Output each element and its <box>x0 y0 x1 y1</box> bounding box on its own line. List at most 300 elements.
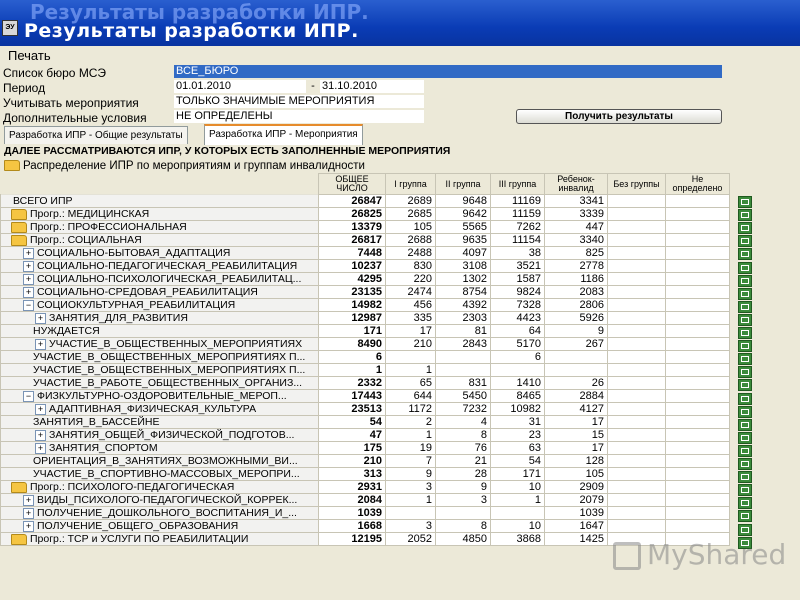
value-cell: 3 <box>386 481 436 494</box>
total-cell: 1668 <box>319 520 386 533</box>
table-row[interactable] <box>1 351 730 364</box>
tab-general-results[interactable]: Разработка ИПР - Общие результаты <box>4 126 188 144</box>
report-icon[interactable] <box>738 524 752 536</box>
value-cell: 4423 <box>491 312 545 325</box>
value-cell: 19 <box>386 442 436 455</box>
total-cell: 6 <box>319 351 386 364</box>
total-cell: 1 <box>319 364 386 377</box>
value-cell: 2052 <box>386 533 436 546</box>
value-cell: 10982 <box>491 403 545 416</box>
table-row[interactable] <box>1 325 730 338</box>
value-cell: 4 <box>436 416 491 429</box>
report-icon[interactable] <box>738 445 752 457</box>
row-name-cell[interactable] <box>1 533 319 546</box>
table-row[interactable] <box>1 520 730 533</box>
value-cell: 2884 <box>545 390 608 403</box>
value-cell: 4392 <box>436 299 491 312</box>
report-icon[interactable] <box>738 419 752 431</box>
row-label: ПОЛУЧЕНИЕ_ДОШКОЛЬНОГО_ВОСПИТАНИЯ_И_... <box>37 507 297 519</box>
measures-label: Учитывать мероприятия <box>3 96 139 110</box>
table-row[interactable] <box>1 481 730 494</box>
row-name-cell[interactable] <box>1 338 319 351</box>
value-cell: 5450 <box>436 390 491 403</box>
filter-note: ДАЛЕЕ РАССМАТРИВАЮТСЯ ИПР, У КОТОРЫХ ЕСТЬ ЗАПОЛНЕННЫЕ МЕРОПРИЯТИЯ <box>4 145 451 157</box>
collapse-icon[interactable]: − <box>23 300 34 311</box>
value-cell: 2685 <box>386 208 436 221</box>
value-cell <box>436 364 491 377</box>
value-cell: 2474 <box>386 286 436 299</box>
value-cell: 447 <box>545 221 608 234</box>
expand-icon[interactable]: + <box>23 248 34 259</box>
value-cell <box>666 338 730 351</box>
total-cell: 12987 <box>319 312 386 325</box>
value-cell: 171 <box>491 468 545 481</box>
total-cell: 47 <box>319 429 386 442</box>
value-cell <box>608 273 666 286</box>
expand-icon[interactable]: + <box>23 287 34 298</box>
folder-icon[interactable] <box>11 534 27 545</box>
value-cell <box>608 286 666 299</box>
total-cell: 4295 <box>319 273 386 286</box>
report-icon[interactable] <box>738 248 752 260</box>
row-name-cell[interactable] <box>1 416 319 429</box>
report-icon[interactable] <box>738 196 752 208</box>
value-cell <box>666 416 730 429</box>
table-row[interactable] <box>1 507 730 520</box>
expand-icon[interactable]: + <box>35 339 46 350</box>
report-icon[interactable] <box>738 301 752 313</box>
row-label: СОЦИАЛЬНО-ПЕДАГОГИЧЕСКАЯ_РЕАБИЛИТАЦИЯ <box>37 260 298 272</box>
value-cell <box>608 481 666 494</box>
value-cell: 9648 <box>436 195 491 208</box>
folder-icon[interactable] <box>11 209 27 220</box>
report-icon[interactable] <box>738 484 752 496</box>
value-cell: 1172 <box>386 403 436 416</box>
row-name-cell[interactable] <box>1 234 319 247</box>
total-cell: 1039 <box>319 507 386 520</box>
row-label: АДАПТИВНАЯ_ФИЗИЧЕСКАЯ_КУЛЬТУРА <box>49 403 257 415</box>
row-label: СОЦИАЛЬНО-СРЕДОВАЯ_РЕАБИЛИТАЦИЯ <box>37 286 258 298</box>
value-cell <box>608 351 666 364</box>
header-row <box>1 174 730 195</box>
value-cell <box>666 429 730 442</box>
value-cell <box>608 247 666 260</box>
param-row-period <box>0 80 800 95</box>
table-row[interactable] <box>1 247 730 260</box>
expand-icon[interactable]: + <box>23 274 34 285</box>
header-total[interactable]: ОБЩЕЕ ЧИСЛО <box>319 174 386 195</box>
value-cell <box>545 364 608 377</box>
report-icon[interactable] <box>738 497 752 509</box>
value-cell: 105 <box>545 468 608 481</box>
value-cell <box>386 507 436 520</box>
row-name-cell[interactable] <box>1 442 319 455</box>
value-cell <box>666 312 730 325</box>
row-label: СОЦИАЛЬНО-ПСИХОЛОГИЧЕСКАЯ_РЕАБИЛИТАЦ... <box>37 273 302 285</box>
value-cell: 220 <box>386 273 436 286</box>
value-cell <box>666 273 730 286</box>
total-cell: 26817 <box>319 234 386 247</box>
bureau-label: Список бюро МСЭ <box>3 66 106 80</box>
param-row-measures <box>0 95 800 110</box>
value-cell <box>666 351 730 364</box>
value-cell: 1302 <box>436 273 491 286</box>
value-cell <box>608 208 666 221</box>
measures-select[interactable]: ТОЛЬКО ЗНАЧИМЫЕ МЕРОПРИЯТИЯ <box>174 95 424 108</box>
row-name-cell[interactable] <box>1 208 319 221</box>
value-cell: 10 <box>491 481 545 494</box>
value-cell: 9 <box>436 481 491 494</box>
value-cell <box>666 481 730 494</box>
row-name-cell[interactable] <box>1 429 319 442</box>
value-cell: 1 <box>386 494 436 507</box>
value-cell: 31 <box>491 416 545 429</box>
table-row[interactable] <box>1 416 730 429</box>
value-cell <box>666 520 730 533</box>
value-cell: 8 <box>436 520 491 533</box>
value-cell: 644 <box>386 390 436 403</box>
value-cell <box>666 286 730 299</box>
period-label: Период <box>3 81 46 95</box>
value-cell: 26 <box>545 377 608 390</box>
value-cell <box>545 351 608 364</box>
report-icon[interactable] <box>738 209 752 221</box>
value-cell <box>608 390 666 403</box>
report-icon[interactable] <box>738 327 752 339</box>
row-name-cell[interactable] <box>1 195 319 208</box>
value-cell <box>608 416 666 429</box>
row-name-cell[interactable] <box>1 390 319 403</box>
table-row[interactable] <box>1 273 730 286</box>
value-cell: 3 <box>386 520 436 533</box>
header-name <box>1 174 319 195</box>
value-cell: 21 <box>436 455 491 468</box>
value-cell: 1186 <box>545 273 608 286</box>
value-cell: 11159 <box>491 208 545 221</box>
value-cell <box>666 299 730 312</box>
value-cell: 17 <box>386 325 436 338</box>
row-label: Прогр.: ТСР и УСЛУГИ ПО РЕАБИЛИТАЦИИ <box>30 533 249 545</box>
value-cell <box>436 351 491 364</box>
value-cell: 76 <box>436 442 491 455</box>
collapse-icon[interactable]: − <box>23 391 34 402</box>
value-cell <box>386 351 436 364</box>
row-name-cell[interactable] <box>1 299 319 312</box>
report-icon[interactable] <box>738 406 752 418</box>
row-name-cell[interactable] <box>1 312 319 325</box>
value-cell: 6 <box>491 351 545 364</box>
row-label: Прогр.: МЕДИЦИНСКАЯ <box>30 208 150 220</box>
menu-print[interactable]: Печать <box>8 48 51 63</box>
value-cell <box>608 364 666 377</box>
extra-select[interactable]: НЕ ОПРЕДЕЛЕНЫ <box>174 110 424 123</box>
value-cell: 17 <box>545 442 608 455</box>
value-cell: 3868 <box>491 533 545 546</box>
table-row[interactable] <box>1 299 730 312</box>
header-child[interactable]: Ребенок-инвалид <box>545 174 608 195</box>
value-cell <box>666 468 730 481</box>
total-cell: 175 <box>319 442 386 455</box>
value-cell: 3339 <box>545 208 608 221</box>
value-cell: 105 <box>386 221 436 234</box>
value-cell <box>666 455 730 468</box>
value-cell <box>666 260 730 273</box>
header-no-group[interactable]: Без группы <box>608 174 666 195</box>
report-icon[interactable] <box>738 366 752 378</box>
value-cell: 8754 <box>436 286 491 299</box>
watermark <box>613 538 786 571</box>
row-name-cell[interactable] <box>1 507 319 520</box>
table-row[interactable] <box>1 221 730 234</box>
row-label: УЧАСТИЕ_В_РАБОТЕ_ОБЩЕСТВЕННЫХ_ОРГАНИЗ... <box>33 377 303 389</box>
value-cell: 9 <box>545 325 608 338</box>
total-cell: 54 <box>319 416 386 429</box>
value-cell <box>608 377 666 390</box>
total-cell: 26847 <box>319 195 386 208</box>
value-cell: 2488 <box>386 247 436 260</box>
report-icon[interactable] <box>738 353 752 365</box>
value-cell <box>608 221 666 234</box>
row-label: ЗАНЯТИЯ_ОБЩЕЙ_ФИЗИЧЕСКОЙ_ПОДГОТОВ... <box>49 429 295 441</box>
row-name-cell[interactable] <box>1 377 319 390</box>
row-label: СОЦИАЛЬНО-БЫТОВАЯ_АДАПТАЦИЯ <box>37 247 231 259</box>
value-cell: 7232 <box>436 403 491 416</box>
report-icon[interactable] <box>738 510 752 522</box>
report-icon[interactable] <box>738 379 752 391</box>
expand-icon[interactable]: + <box>35 443 46 454</box>
table-row[interactable] <box>1 364 730 377</box>
value-cell: 2303 <box>436 312 491 325</box>
report-icon[interactable] <box>738 222 752 234</box>
table-row[interactable] <box>1 195 730 208</box>
total-cell: 13379 <box>319 221 386 234</box>
table-row[interactable] <box>1 390 730 403</box>
value-cell: 2 <box>386 416 436 429</box>
distribution-header[interactable] <box>4 160 365 172</box>
value-cell: 335 <box>386 312 436 325</box>
value-cell: 1425 <box>545 533 608 546</box>
table-row[interactable] <box>1 234 730 247</box>
expand-icon[interactable]: + <box>23 521 34 532</box>
value-cell: 11154 <box>491 234 545 247</box>
row-name-cell[interactable] <box>1 247 319 260</box>
report-icon[interactable] <box>738 235 752 247</box>
value-cell: 81 <box>436 325 491 338</box>
row-name-cell[interactable] <box>1 351 319 364</box>
table-row[interactable] <box>1 338 730 351</box>
value-cell <box>666 403 730 416</box>
row-name-cell[interactable] <box>1 273 319 286</box>
value-cell: 9 <box>386 468 436 481</box>
value-cell <box>608 325 666 338</box>
value-cell <box>666 195 730 208</box>
value-cell <box>608 429 666 442</box>
watermark-logo-icon <box>613 542 641 570</box>
report-icon[interactable] <box>738 432 752 444</box>
value-cell: 2079 <box>545 494 608 507</box>
row-label: Прогр.: ПРОФЕССИОНАЛЬНАЯ <box>30 221 187 233</box>
value-cell: 5565 <box>436 221 491 234</box>
value-cell <box>666 325 730 338</box>
value-cell: 17 <box>545 416 608 429</box>
value-cell: 65 <box>386 377 436 390</box>
app-icon[interactable]: ЭУ <box>2 20 18 36</box>
value-cell: 2083 <box>545 286 608 299</box>
value-cell <box>608 507 666 520</box>
total-cell: 7448 <box>319 247 386 260</box>
row-name-cell[interactable] <box>1 286 319 299</box>
bureau-select[interactable]: ВСЕ_БЮРО <box>174 65 722 78</box>
row-label: УЧАСТИЕ_В_ОБЩЕСТВЕННЫХ_МЕРОПРИЯТИЯХ П... <box>33 351 306 363</box>
value-cell: 825 <box>545 247 608 260</box>
value-cell <box>608 442 666 455</box>
table-row[interactable] <box>1 286 730 299</box>
header-group1[interactable]: I группа <box>386 174 436 195</box>
value-cell <box>666 507 730 520</box>
ghost-title: Результаты разработки ИПР. <box>30 0 369 24</box>
value-cell: 23 <box>491 429 545 442</box>
value-cell <box>491 364 545 377</box>
value-cell: 7328 <box>491 299 545 312</box>
table-row[interactable] <box>1 403 730 416</box>
expand-icon[interactable]: + <box>23 495 34 506</box>
value-cell: 28 <box>436 468 491 481</box>
value-cell: 54 <box>491 455 545 468</box>
total-cell: 26825 <box>319 208 386 221</box>
row-label: ОРИЕНТАЦИЯ_В_ЗАНЯТИЯХ_ВОЗМОЖНЫМИ_ВИ... <box>33 455 298 467</box>
expand-icon[interactable]: + <box>35 404 46 415</box>
value-cell <box>608 403 666 416</box>
value-cell <box>666 247 730 260</box>
value-cell: 1410 <box>491 377 545 390</box>
results-table <box>0 173 730 546</box>
watermark-text: MyShared <box>647 538 787 571</box>
total-cell: 210 <box>319 455 386 468</box>
folder-icon[interactable] <box>11 222 27 233</box>
row-name-cell[interactable] <box>1 520 319 533</box>
row-name-cell[interactable] <box>1 221 319 234</box>
value-cell: 8465 <box>491 390 545 403</box>
value-cell: 9824 <box>491 286 545 299</box>
value-cell <box>666 442 730 455</box>
value-cell: 1647 <box>545 520 608 533</box>
expand-icon[interactable]: + <box>35 430 46 441</box>
row-name-cell[interactable] <box>1 468 319 481</box>
folder-open-icon <box>4 160 20 171</box>
report-icon[interactable] <box>738 262 752 274</box>
total-cell: 2332 <box>319 377 386 390</box>
period-dash: - <box>306 80 320 93</box>
total-cell: 10237 <box>319 260 386 273</box>
report-icon[interactable] <box>738 288 752 300</box>
period-from-input[interactable]: 01.01.2010 <box>174 80 306 93</box>
total-cell: 23135 <box>319 286 386 299</box>
value-cell: 10 <box>491 520 545 533</box>
report-icon[interactable] <box>738 471 752 483</box>
table-row[interactable] <box>1 208 730 221</box>
row-label: СОЦИОКУЛЬТУРНАЯ_РЕАБИЛИТАЦИЯ <box>37 299 236 311</box>
row-label: ЗАНЯТИЯ_СПОРТОМ <box>49 442 158 454</box>
folder-icon[interactable] <box>11 482 27 493</box>
value-cell: 1 <box>386 429 436 442</box>
row-name-cell[interactable] <box>1 325 319 338</box>
expand-icon[interactable]: + <box>35 313 46 324</box>
value-cell <box>666 221 730 234</box>
row-label: Прогр.: СОЦИАЛЬНАЯ <box>30 234 142 246</box>
tab-measures[interactable]: Разработка ИПР - Мероприятия <box>204 124 363 145</box>
value-cell: 9642 <box>436 208 491 221</box>
row-name-cell[interactable] <box>1 260 319 273</box>
row-name-cell[interactable] <box>1 403 319 416</box>
value-cell <box>608 338 666 351</box>
report-icon[interactable] <box>738 275 752 287</box>
header-group2[interactable]: II группа <box>436 174 491 195</box>
value-cell: 1 <box>386 364 436 377</box>
table-row[interactable] <box>1 468 730 481</box>
report-icon[interactable] <box>738 314 752 326</box>
value-cell: 1 <box>491 494 545 507</box>
table-row[interactable] <box>1 494 730 507</box>
header-undefined[interactable]: Не определено <box>666 174 730 195</box>
report-icon[interactable] <box>738 340 752 352</box>
value-cell <box>491 507 545 520</box>
value-cell: 2806 <box>545 299 608 312</box>
table-row[interactable] <box>1 312 730 325</box>
row-label: ПОЛУЧЕНИЕ_ОБЩЕГО_ОБРАЗОВАНИЯ <box>37 520 239 532</box>
value-cell <box>608 195 666 208</box>
value-cell: 3341 <box>545 195 608 208</box>
value-cell: 2689 <box>386 195 436 208</box>
table-row[interactable] <box>1 455 730 468</box>
value-cell <box>608 299 666 312</box>
row-name-cell[interactable] <box>1 494 319 507</box>
row-label: Прогр.: ПСИХОЛОГО-ПЕДАГОГИЧЕСКАЯ <box>30 481 235 493</box>
value-cell <box>608 468 666 481</box>
report-icon[interactable] <box>738 393 752 405</box>
row-name-cell[interactable] <box>1 455 319 468</box>
value-cell: 456 <box>386 299 436 312</box>
window-title: Результаты разработки ИПР. <box>24 20 359 42</box>
row-label: ЗАНЯТИЯ_ДЛЯ_РАЗВИТИЯ <box>49 312 188 324</box>
table-row[interactable] <box>1 260 730 273</box>
table-row[interactable] <box>1 377 730 390</box>
value-cell: 7 <box>386 455 436 468</box>
value-cell: 831 <box>436 377 491 390</box>
row-name-cell[interactable] <box>1 364 319 377</box>
table-row[interactable] <box>1 442 730 455</box>
header-group3[interactable]: III группа <box>491 174 545 195</box>
period-to-input[interactable]: 31.10.2010 <box>320 80 424 93</box>
value-cell: 1587 <box>491 273 545 286</box>
total-cell: 12195 <box>319 533 386 546</box>
table-row[interactable] <box>1 429 730 442</box>
report-icon[interactable] <box>738 458 752 470</box>
value-cell <box>666 377 730 390</box>
value-cell: 3521 <box>491 260 545 273</box>
value-cell <box>436 507 491 520</box>
expand-icon[interactable]: + <box>23 508 34 519</box>
value-cell: 1039 <box>545 507 608 520</box>
folder-icon[interactable] <box>11 235 27 246</box>
value-cell: 5170 <box>491 338 545 351</box>
row-label: ФИЗКУЛЬТУРНО-ОЗДОРОВИТЕЛЬНЫЕ_МЕРОП... <box>37 390 287 402</box>
value-cell <box>666 494 730 507</box>
get-results-button[interactable]: Получить результаты <box>516 109 722 124</box>
expand-icon[interactable]: + <box>23 261 34 272</box>
row-name-cell[interactable] <box>1 481 319 494</box>
value-cell <box>666 234 730 247</box>
value-cell: 64 <box>491 325 545 338</box>
